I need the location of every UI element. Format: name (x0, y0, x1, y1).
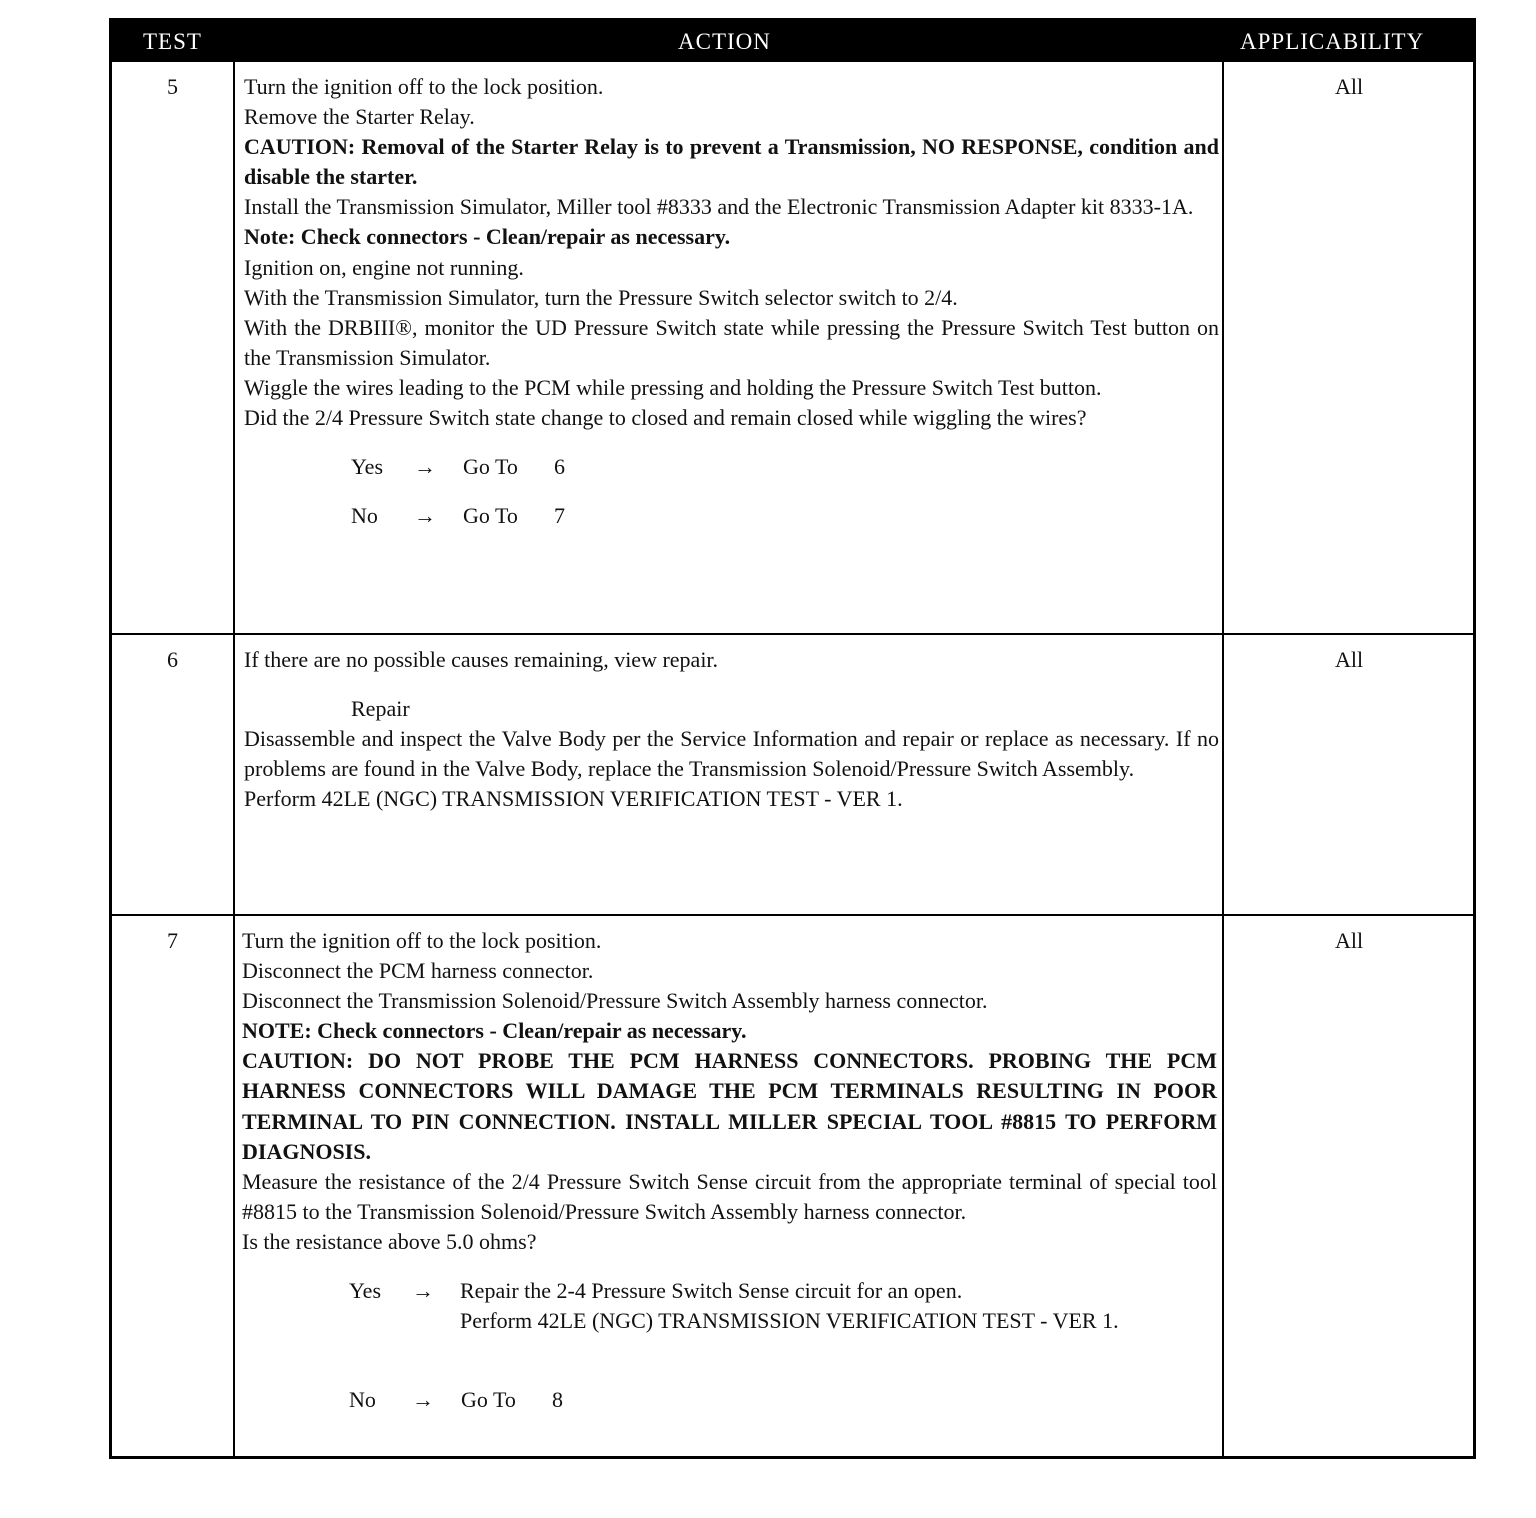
action-text: Disconnect the PCM harness connector. (242, 958, 594, 984)
action-cell (244, 72, 1219, 531)
arrow-icon: → (412, 1278, 434, 1304)
header-test: TEST (143, 29, 202, 54)
arrow-icon: → (412, 1387, 434, 1413)
applicability-value: All (1334, 647, 1364, 672)
question-text: Did the 2/4 Pressure Switch state change to closed and remain closed while wiggling the wires? (244, 405, 1087, 431)
action-text: If there are no possible causes remaining, view repair. (244, 647, 719, 672)
answer-yes (242, 1276, 1217, 1366)
action-text: Turn the ignition off to the lock position. (244, 74, 604, 99)
table-row (112, 914, 1473, 1459)
answer-label: No (351, 503, 378, 529)
applicability-value: All (1334, 74, 1364, 99)
caution-text: CAUTION: Removal of the Starter Relay is to prevent a Transmission, NO RESPONSE, condition and disable the starter. (244, 134, 1219, 190)
table-row (112, 62, 1473, 636)
answer-label: Yes (349, 1278, 382, 1304)
verification-text: Perform 42LE (NGC) TRANSMISSION VERIFICATION TEST - VER 1. (244, 786, 903, 812)
action-text: Remove the Starter Relay. (244, 104, 475, 130)
action-text: Disconnect the Transmission Solenoid/Pressure Switch Assembly harness connector. (242, 988, 988, 1014)
action-text: With the Transmission Simulator, turn the Pressure Switch selector switch to 2/4. (244, 284, 958, 310)
test-number: 5 (167, 74, 178, 99)
repair-label: Repair (351, 696, 410, 722)
action-text: Ignition on, engine not running. (244, 254, 524, 280)
test-number: 6 (167, 647, 178, 672)
action-text: Measure the resistance of the 2/4 Pressure Switch Sense circuit from the appropriate terminal of special tool #8815 to the Transmission Solenoid/Pressure Switch Assembly harness connector. (242, 1168, 1217, 1224)
goto-target: 8 (552, 1387, 563, 1413)
applicability-value: All (1334, 928, 1364, 953)
action-text: With the DRBIII®, monitor the UD Pressure Switch state while pressing the Pressure Switch Test button on the Transmission Simulator. (244, 314, 1219, 370)
note-text: Note: Check connectors - Clean/repair as necessary. (244, 224, 731, 250)
yes-result (460, 1276, 1220, 1336)
action-text: Install the Transmission Simulator, Miller tool #8333 and the Electronic Transmission Adapter kit 8333-1A. (244, 194, 1194, 220)
answer-label: Yes (351, 454, 384, 480)
action-cell (242, 926, 1217, 1415)
header-action: ACTION (678, 29, 771, 54)
test-number: 7 (167, 928, 178, 953)
action-text: Turn the ignition off to the lock position. (242, 928, 602, 953)
answer-no (244, 501, 1219, 531)
arrow-icon: → (414, 503, 436, 529)
repair-text: Repair the 2-4 Pressure Switch Sense circuit for an open. (460, 1278, 963, 1304)
answer-label: No (349, 1387, 376, 1413)
action-text: Wiggle the wires leading to the PCM while pressing and holding the Pressure Switch Test button. (244, 374, 1102, 400)
verification-text: Perform 42LE (NGC) TRANSMISSION VERIFICATION TEST - VER 1. (460, 1308, 1119, 1334)
arrow-icon: → (414, 454, 436, 480)
table-header (112, 21, 1473, 62)
question-text: Is the resistance above 5.0 ohms? (242, 1228, 537, 1254)
note-text: NOTE: Check connectors - Clean/repair as necessary. (242, 1018, 747, 1044)
goto-label: Go To (463, 503, 518, 529)
diagnostic-test-table (109, 18, 1476, 1459)
caution-text: CAUTION: DO NOT PROBE THE PCM HARNESS CONNECTORS. PROBING THE PCM HARNESS CONNECTORS WILL DAMAGE THE PCM TERMINALS RESULTING IN POOR TERMINAL TO PIN CONNECTION. INSTALL MILLER SPECIAL TOOL #8815 TO PERFORM DIAGNOSIS. (242, 1048, 1217, 1164)
goto-label: Go To (461, 1387, 516, 1413)
goto-target: 7 (554, 503, 565, 529)
answer-no (242, 1385, 1217, 1415)
table-row (112, 633, 1473, 916)
action-cell (244, 645, 1219, 814)
repair-text: Disassemble and inspect the Valve Body per the Service Information and repair or replace as necessary. If no problems are found in the Valve Body, replace the Transmission Solenoid/Pressure Switch Assembly. (244, 726, 1219, 782)
answer-yes (244, 452, 1219, 482)
goto-label: Go To (463, 454, 518, 480)
goto-target: 6 (554, 454, 565, 480)
header-applicability: APPLICABILITY (1240, 29, 1425, 54)
